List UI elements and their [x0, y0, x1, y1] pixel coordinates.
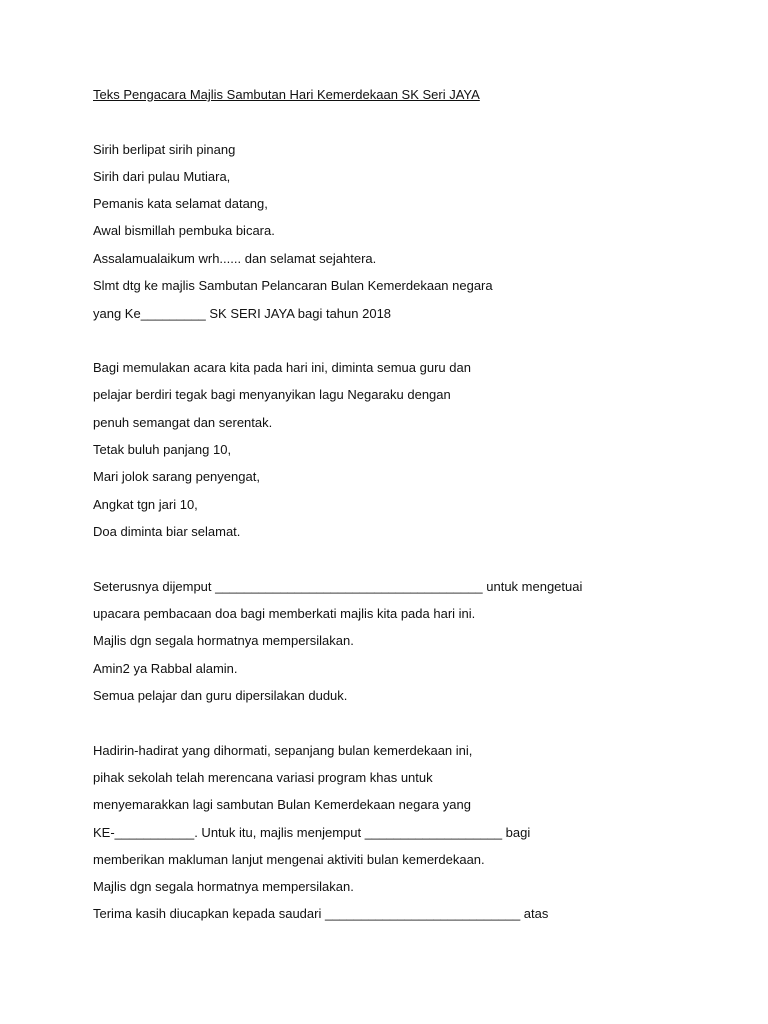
- text-line: Amin2 ya Rabbal alamin.: [93, 661, 238, 676]
- text-line: KE-___________. Untuk itu, majlis menjemput ___________________ bagi: [93, 825, 531, 840]
- text-line: Hadirin-hadirat yang dihormati, sepanjang bulan kemerdekaan ini,: [93, 743, 473, 758]
- text-line: Majlis dgn segala hormatnya mempersilakan.: [93, 879, 354, 894]
- text-line: pelajar berdiri tegak bagi menyanyikan lagu Negaraku dengan: [93, 387, 451, 402]
- text-line: Pemanis kata selamat datang,: [93, 196, 268, 211]
- text-line: Terima kasih diucapkan kepada saudari ___________________________ atas: [93, 906, 549, 921]
- text-line: penuh semangat dan serentak.: [93, 415, 273, 430]
- text-line: Semua pelajar dan guru dipersilakan duduk.: [93, 688, 348, 703]
- text-line: menyemarakkan lagi sambutan Bulan Kemerdekaan negara yang: [93, 797, 471, 812]
- text-line: Doa diminta biar selamat.: [93, 524, 241, 539]
- text-line: memberikan makluman lanjut mengenai aktiviti bulan kemerdekaan.: [93, 852, 485, 867]
- text-line: Awal bismillah pembuka bicara.: [93, 223, 275, 238]
- text-line: Tetak buluh panjang 10,: [93, 442, 232, 457]
- document-title: Teks Pengacara Majlis Sambutan Hari Kemerdekaan SK Seri JAYA: [93, 87, 480, 102]
- text-line: pihak sekolah telah merencana variasi program khas untuk: [93, 770, 433, 785]
- text-line: Assalamualaikum wrh...... dan selamat sejahtera.: [93, 251, 377, 266]
- text-line: Bagi memulakan acara kita pada hari ini, diminta semua guru dan: [93, 360, 471, 375]
- text-line: upacara pembacaan doa bagi memberkati majlis kita pada hari ini.: [93, 606, 476, 621]
- text-line: Slmt dtg ke majlis Sambutan Pelancaran Bulan Kemerdekaan negara: [93, 278, 493, 293]
- text-line: Sirih berlipat sirih pinang: [93, 142, 236, 157]
- text-line: yang Ke_________ SK SERI JAYA bagi tahun 2018: [93, 306, 392, 321]
- text-line: Seterusnya dijemput _____________________________________ untuk mengetuai: [93, 579, 583, 594]
- text-line: Majlis dgn segala hormatnya mempersilakan.: [93, 633, 354, 648]
- text-line: Sirih dari pulau Mutiara,: [93, 169, 231, 184]
- text-line: Mari jolok sarang penyengat,: [93, 469, 260, 484]
- text-line: Angkat tgn jari 10,: [93, 497, 198, 512]
